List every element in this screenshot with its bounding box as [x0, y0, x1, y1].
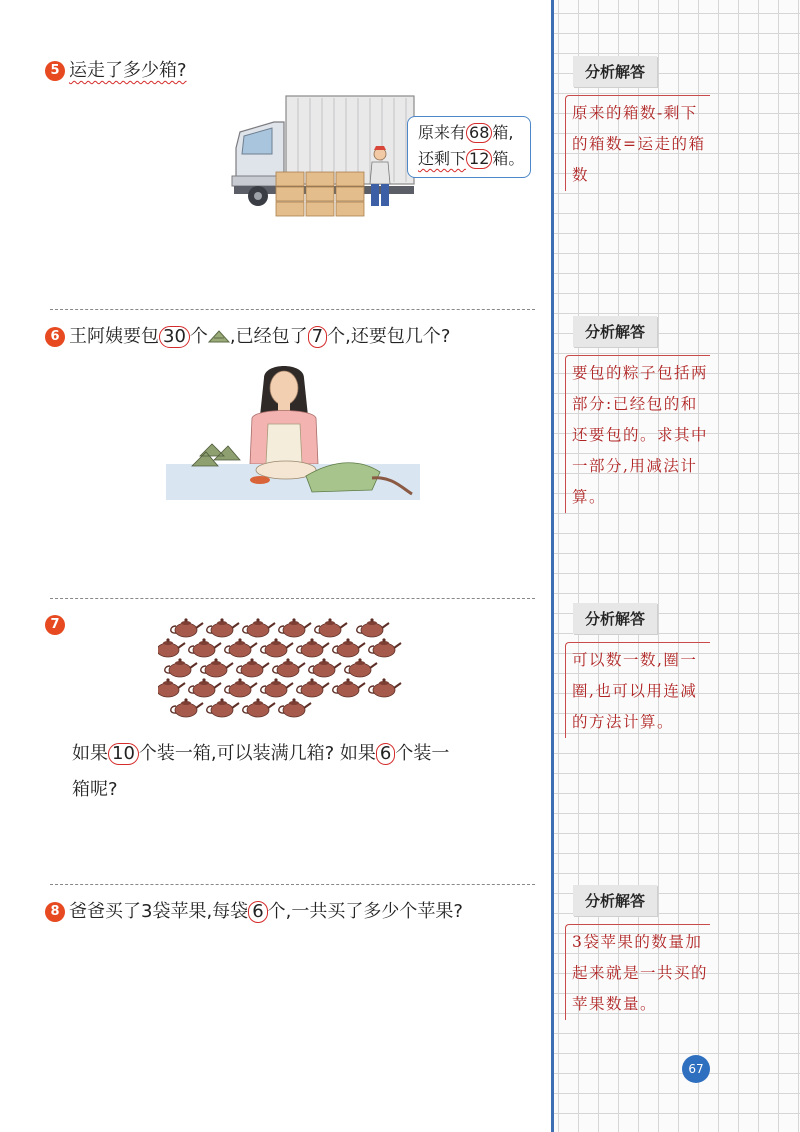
section-divider: [50, 598, 535, 599]
teapot-icon: [297, 638, 329, 657]
teapot-icon: [207, 618, 239, 637]
question-8: 8 爸爸买了3袋苹果,每袋 6 个,一共买了多少个苹果?: [45, 899, 463, 925]
teapot-icon: [315, 618, 347, 637]
teapot-icon: [207, 698, 239, 717]
analysis-note: 原来的箱数-剩下的箱数=运走的箱数: [565, 95, 710, 191]
analysis-block-6: [565, 316, 785, 513]
bubble-line-2: 还剩下 12 箱。: [418, 149, 525, 168]
teapot-icon: [171, 698, 203, 717]
circled-number: 6: [376, 743, 395, 765]
teapot-icon: [273, 658, 305, 677]
teapot-icon: [243, 698, 275, 717]
section-divider: [50, 884, 535, 885]
woman-wrapping-zongzi-illustration: [166, 360, 420, 510]
teapot-icon: [158, 678, 185, 697]
teapot-icon: [279, 618, 311, 637]
circled-number: 30: [159, 326, 190, 348]
analysis-note: 要包的粽子包括两部分:已经包的和还要包的。求其中一部分,用减法计算。: [565, 355, 710, 513]
teapot-group: [158, 614, 416, 724]
circled-number: 10: [108, 743, 139, 765]
analysis-block-7: [565, 603, 785, 738]
teapot-icon: [225, 678, 257, 697]
teapot-icon: [189, 638, 221, 657]
question-7-text: 如果 10 个装一箱,可以装满几箱? 如果 6 个装一 箱呢?: [72, 743, 450, 800]
teapot-icon: [369, 638, 401, 657]
question-number-badge: 8: [45, 902, 65, 922]
teapot-icon: [279, 698, 311, 717]
analysis-column: [551, 0, 800, 1132]
analysis-note: 可以数一数,圈一圈,也可以用连减的方法计算。: [565, 642, 710, 738]
circled-number: 68: [466, 123, 492, 143]
teapot-icon: [189, 678, 221, 697]
teapot-icon: [309, 658, 341, 677]
teapot-icon: [171, 618, 203, 637]
teapot-icon: [357, 618, 389, 637]
teapot-icon: [225, 638, 257, 657]
analysis-badge: 分析解答: [573, 885, 657, 916]
page-number: 67: [682, 1055, 710, 1083]
analysis-badge: 分析解答: [573, 603, 657, 634]
analysis-note: 3袋苹果的数量加起来就是一共买的苹果数量。: [565, 924, 710, 1020]
teapot-icon: [261, 638, 293, 657]
analysis-block-5: [565, 56, 785, 191]
question-number-badge: 5: [45, 61, 65, 81]
question-7: [45, 612, 69, 638]
question-number-badge: 7: [45, 615, 65, 635]
section-divider: [50, 309, 535, 310]
teapot-icon: [333, 638, 365, 657]
analysis-badge: 分析解答: [573, 316, 657, 347]
teapot-icon: [243, 618, 275, 637]
circled-number: 7: [308, 326, 327, 348]
question-6: 6 王阿姨要包 30 个 ,已经包了 7 个,还要包几个?: [45, 324, 450, 350]
teapot-icon: [261, 678, 293, 697]
circled-number: 12: [466, 149, 492, 169]
truck-illustration: [228, 92, 428, 227]
speech-bubble: [407, 116, 531, 178]
question-number-badge: 6: [45, 327, 65, 347]
teapot-icon: [201, 658, 233, 677]
teapot-icon: [165, 658, 197, 677]
teapot-icon: [345, 658, 377, 677]
circled-number: 6: [248, 901, 267, 923]
question-5: [45, 58, 187, 84]
analysis-block-8: [565, 885, 785, 1020]
teapot-icon: [297, 678, 329, 697]
teapot-icon: [158, 638, 185, 657]
question-text: 运走了多少箱?: [69, 60, 187, 81]
analysis-badge: 分析解答: [573, 56, 657, 87]
zongzi-icon: [208, 329, 230, 343]
teapot-icon: [333, 678, 365, 697]
teapot-icon: [369, 678, 401, 697]
teapot-icon: [237, 658, 269, 677]
bubble-line-1: 原来有 68 箱,: [418, 123, 514, 142]
